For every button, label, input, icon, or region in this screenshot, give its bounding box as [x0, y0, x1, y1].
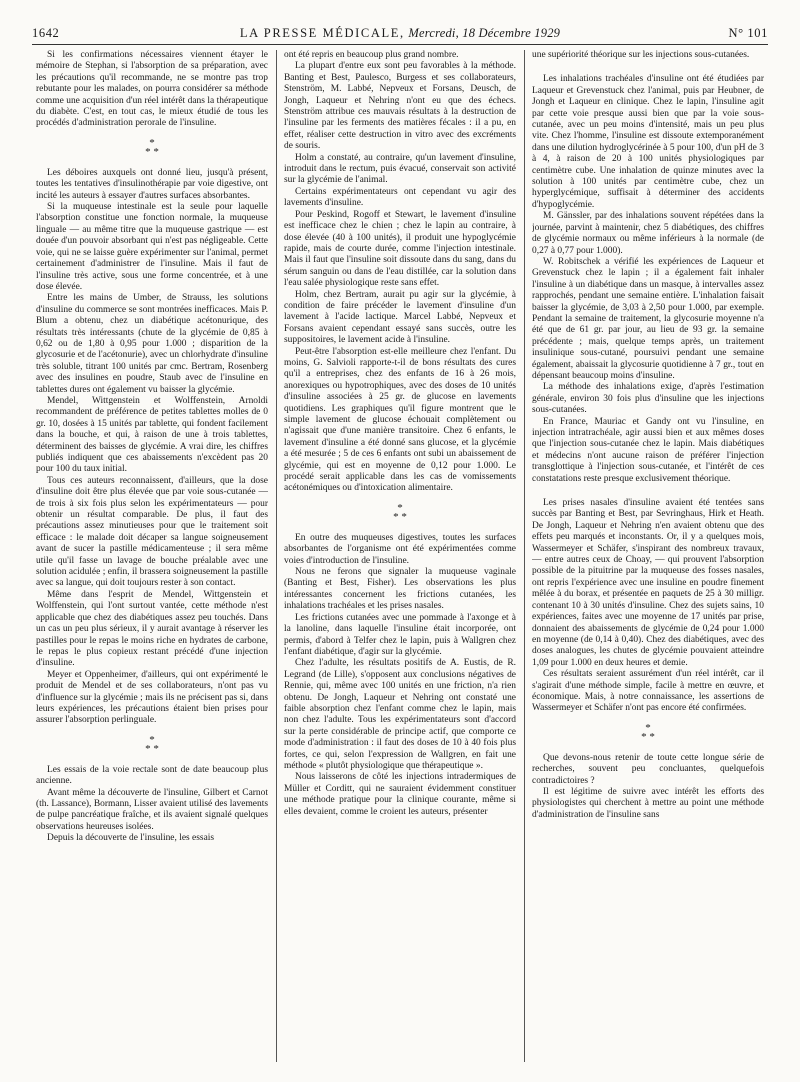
page-header: [32, 26, 768, 42]
paragraph: Holm a constaté, au contraire, qu'un lavement d'insuline, introduit dans le rectum, puis évacué, conservait son activité sur la glycémie de l'animal.: [284, 152, 516, 186]
paragraph: Chez l'adulte, les résultats positifs de A. Eustis, de R. Legrand (de Lille), s'opposent aux conclusions négatives de Rennie, qui, même avec 100 unités en une friction, n'a rien obtenu. De Jongh, Laqueur et Nehring ont constaté une faible absorption chez l'enfant comme chez le lapin, mais non chez l'adulte. Tous les expérimentateurs sont d'accord sur la perte considérable de principe actif, que comporte ce mode d'administration : il faut des doses de 10 à 40 fois plus fortes, ce qui, selon l'expression de Wallgren, en fait une méthode « plutôt physiologique que thérapeutique ».: [284, 658, 516, 771]
text-column-2: [284, 50, 516, 1064]
paragraph: Depuis la découverte de l'insuline, les essais: [47, 833, 215, 844]
section-separator-stars: * * *: [393, 501, 407, 523]
paragraph: Que devons-nous retenir de toute cette longue série de recherches, souvent peu concluantes, quelquefois contradictoires ?: [532, 752, 764, 786]
paragraph: La plupart d'entre eux sont peu favorables à la méthode. Banting et Best, Paulesco, Burgess et ses collaborateurs, Stenström, M. Labbé, Nepveux et Forsans, Deusch, de Jongh, Laqueur et Nehring n'ont eu que des échecs. Stenström attribue ces mauvais résultats à la destruction de l'insuline par les ferments des matières fécales : il a pu, en effet, réaliser cette destruction in vitro avec des excréments de souris.: [284, 61, 516, 152]
text-column-3: [532, 50, 764, 1064]
paragraph: Ces résultats seraient assurément d'un réel intérêt, car il s'agirait d'une méthode simple, facile à mettre en œuvre, et économique. Mais, à notre connaissance, les assertions de Wassermeyer et Schäfer n'ont pas encore été confirmées.: [532, 669, 764, 714]
section-separator-stars: * * *: [145, 733, 159, 755]
paragraph: Les inhalations trachéales d'insuline ont été étudiées par Laqueur et Grevenstuck chez l'animal, puis par Heubner, de Jongh et Laqueur en clinique. Chez le lapin, l'insuline agit par cette voie presque aussi bien que par la voie sous-cutanée, avec un peu moins d'intensité, mais un peu plus vite. Chez l'homme, l'insuline est dissoute extemporanément dans une dilution hydroglycérinée à 5 pour 100, d'un pH de 3 à 4, à raison de 20 à 100 unités physiologiques par centimètre cube. Une inhalation de quinze minutes avec la solution à 100 unités par centimètre cube, chez un hyperglycémique, suffisait à déterminer des accidents d'hypoglycémie.: [532, 74, 764, 210]
paragraph: Holm, chez Bertram, aurait pu agir sur la glycémie, à condition de faire précéder le lavement d'insuline d'un lavement à l'acide lactique. Marcel Labbé, Nepveux et Forsans avaient cependant essayé sans succès, outre les suppositoires, le lavement acide à l'insuline.: [284, 289, 516, 346]
issue-date: Mercredi, 18 Décembre 1929: [408, 26, 561, 40]
paragraph: Même dans l'esprit de Mendel, Wittgenstein et Wolffenstein, qui l'ont surtout vantée, cette méthode n'est applicable que chez des diabétiques assez peu touchés. Dans un cas un peu plus sérieux, il y aurait avantage à réserver les pastilles pour le repas le moins riche en hydrates de carbone, le repas le plus copieux restant précédé d'une injection d'insuline.: [36, 589, 268, 669]
paragraph: Mendel, Wittgenstein et Wolffenstein, Arnoldi recommandent de préférence de petites tablettes molles de 0 gr. 10, dosées à 15 unités par tablette, qui fondent facilement dans la bouche, et qui, à raison de une à trois tablettes, déterminent des baisses de glycémie. A vrai dire, les chiffres publiés indiquent que ces abaissements n'excèdent pas 20 pour 100 du taux initial.: [36, 395, 268, 475]
issue-number: N° 101: [728, 26, 768, 40]
paragraph: W. Robitschek a vérifié les expériences de Laqueur et Grevenstuck chez le lapin ; il a également fait inhaler l'insuline à un diabétique dans un masque, à intervalles assez rapprochés, pendant une semaine entière. L'inhalation faisait baisser la glycémie, de 3,03 à 2,50 pour 1.000, par exemple. Pendant la semaine de traitement, la glycosurie moyenne n'a été que de 61 gr. par jour, au lieu de 93 gr. la semaine précédente ; mais, quelque temps après, un traitement insulinique sous-cutané, poursuivi pendant une semaine également, abaissait la glycosurie quotidienne à 7 gr., tout en dépensant beaucoup moins d'insuline.: [532, 256, 764, 381]
paragraph: Les frictions cutanées avec une pommade à l'axonge et à la lanoline, dans laquelle l'insuline était incorporée, ont permis, d'abord à Telfer chez le lapin, puis à Wallgren chez l'enfant diabétique, d'agir sur la glycémie.: [284, 612, 516, 657]
section-separator-stars: * * *: [145, 136, 159, 158]
paragraph: Nous ne ferons que signaler la muqueuse vaginale (Banting et Best, Fisher). Les observations les plus intéressantes concernent les frictions cutanées, les inhalations trachéales et les prises nasales.: [284, 567, 516, 612]
paragraph: Les déboires auxquels ont donné lieu, jusqu'à présent, toutes les tentatives d'insulinothérapie par voie digestive, ont incité les auteurs à essayer d'autres surfaces absorbantes.: [36, 167, 268, 201]
journal-title: LA PRESSE MÉDICALE,: [239, 26, 405, 40]
paragraph: Pour Peskind, Rogoff et Stewart, le lavement d'insuline est inefficace chez le chien ; chez le lapin au contraire, à dose élevée (40 à 100 unités), il produit une hypoglycémie rapide, mais de courte durée, comme l'injection intestinale. Mais il faut que l'insuline soit dissoute dans du sang, dans du sérum sanguin ou dans de l'eau distillée, car la solution dans l'eau salée physiologique reste sans effet.: [284, 209, 516, 289]
paragraph: Les prises nasales d'insuline avaient été tentées sans succès par Banting et Best, par Sevringhaus, Hirk et Heath. De Jongh, Laqueur et Nehring n'en avaient obtenu que des effets peu marqués et inconstants. Or, il y a quelques mois, Wassermeyer et Schäfer, s'inspirant des nombreux travaux, — entre autres ceux de Choay, — qui prouvent l'absorption possible de la pituitrine par la muqueuse des fosses nasales, ont repris l'expérience avec une insuline en poudre finement mêlée à du borax, et présentée en paquets de 25 à 30 milligr. contenant 10 à 30 unités d'insuline. Chez des sujets sains, 10 expériences, faites avec une moyenne de 17 unités par prise, donnaient des abaissements de glycémie de 0,24 pour 1.000 en moyenne (de 0,14 à 0,40). Chez des diabétiques, avec des doses analogues, les chutes de glycémie pouvaient atteindre 1,09 pour 1.000 en deux heures et demie.: [532, 498, 764, 668]
paragraph: Entre les mains de Umber, de Strauss, les solutions d'insuline du commerce se sont montrées inefficaces. Mais P. Blum a obtenu, chez un diabétique acétonurique, des résultats très intéressants (chute de la glycémie de 0,85 à 0,62 ou de 1,80 à 0,95 pour 1.000 ; disparition de la glycosurie et de l'acétonurie), avec un chlorhydrate d'insuline très soluble, titrant 100 unités par cmc. Bertram, Rosenberg avec des insulines en poudre, Staub avec de l'insuline en tablettes dures ont également vu baisser la glycémie.: [36, 293, 268, 395]
column-divider: [524, 50, 525, 1062]
paragraph: Tous ces auteurs reconnaissent, d'ailleurs, que la dose d'insuline doit être plus élevée que par voie sous-cutanée — de trois à six fois plus selon les expérimentateurs — pour obtenir un résultat comparable. De plus, il faut des précautions assez minutieuses pour que le traitement soit efficace : le malade doit décaper sa langue soigneusement avant de sucer la pastille médicamenteuse ; il sera même utile qu'il fasse un lavage de bouche préalable avec une solution acidulée ; enfin, il brassera soigneusement la pastille avec sa langue, qui doit toujours rester à son contact.: [36, 475, 268, 589]
header-center: [32, 26, 768, 41]
paragraph: Certains expérimentateurs ont cependant vu agir des lavements d'insuline.: [284, 186, 516, 209]
paragraph: ont été repris en beaucoup plus grand nombre.: [284, 50, 459, 60]
paragraph: En outre des muqueuses digestives, toutes les surfaces absorbantes de l'organisme ont été expérimentées comme voies d'introduction de l'insuline.: [284, 532, 516, 566]
paragraph: M. Gänssler, par des inhalations souvent répétées dans la journée, parvint à maintenir, chez 5 diabétiques, des chiffres de glycémie normaux ou même inférieurs à la normale (de 0,27 à 0,77 pour 1.000).: [532, 211, 764, 256]
paragraph: Meyer et Oppenheimer, d'ailleurs, qui ont expérimenté le produit de Mendel et de ses collaborateurs, n'ont pas vu d'influence sur la glycémie ; mais ils ne précisent pas si, dans leurs expériences, les précautions étaient bien prises pour assurer l'absorption perlinguale.: [36, 669, 268, 726]
header-rule: [32, 44, 768, 45]
paragraph: La méthode des inhalations exige, d'après l'estimation générale, environ 30 fois plus d'insuline que les injections sous-cutanées.: [532, 382, 764, 416]
page-number: 1642: [32, 26, 60, 40]
paragraph: Les essais de la voie rectale sont de date beaucoup plus ancienne.: [36, 764, 268, 787]
paragraph: une supériorité théorique sur les injections sous-cutanées.: [532, 50, 750, 60]
paragraph: Si les confirmations nécessaires viennent étayer le mémoire de Stephan, si l'absorption de sa préparation, avec les précautions qu'il recommande, ne se montre pas trop rebutante pour les malades, on pourra considérer sa méthode comme une acquisition d'un réel intérêt dans la thérapeutique du diabète. C'est, en tout cas, le mieux étudié de tous les procédés d'administration perorale de l'insuline.: [36, 50, 268, 129]
section-separator-stars: * * *: [641, 721, 655, 743]
paragraph: Peut-être l'absorption est-elle meilleure chez l'enfant. Du moins, G. Salvioli rapporte-t-il de bons résultats des cures qu'il a entreprises, chez des enfants de 16 à 26 mois, anorexiques ou hypotrophiques, avec des doses de 10 unités d'insuline associées à 25 gr. de glucose en lavements quotidiens. Les graphiques qu'il figure montrent que le simple lavement de glucose échouait complètement ou n'agissait que d'une manière transitoire. Chez 6 enfants, le lavement d'insuline a été donné sans glucose, et la glycémie a été mesurée ; 5 de ces 6 enfants ont subi un abaissement de glycémie, qui est en moyenne de 0,12 pour 1.000. Le procédé serait applicable dans les cas de vomissements acétonémiques ou d'intoxication alimentaire.: [284, 346, 516, 494]
paragraph: Si la muqueuse intestinale est la seule pour laquelle l'absorption constitue une fonction normale, la muqueuse linguale — au même titre que la muqueuse gastrique — est douée d'un pouvoir absorbant qui n'est pas négligeable. Cette voie, qui ne se laisse guère expérimenter sur l'animal, permet certainement d'administrer de l'insuline. Mais il faut de l'insuline très active, sous une forme concentrée, et à une dose élevée.: [36, 202, 268, 292]
paragraph: Il est légitime de suivre avec intérêt les efforts des physiologistes qui cherchent à mettre au point une méthode d'administration de l'insuline sans: [532, 786, 764, 820]
paragraph: En France, Mauriac et Gandy ont vu l'insuline, en injection intratrachéale, agir aussi bien et aux mêmes doses que l'injection sous-cutanée chez le lapin. Mais diabétiques et médecins n'ont aucune raison de préférer l'injection transglottique à l'injection sous-cutanée, et l'intérêt de ces constatations reste presque exclusivement théorique.: [532, 416, 764, 484]
paragraph: Avant même la découverte de l'insuline, Gilbert et Carnot (th. Lassance), Bormann, Lisser avaient utilisé des lavements de pulpe pancréatique fraîche, et ils avaient signalé quelques observations heureuses isolées.: [36, 787, 268, 832]
text-column-1: [36, 50, 268, 1064]
paragraph: Nous laisserons de côté les injections intradermiques de Müller et Corditt, qui ne sauraient évidemment constituer une méthode pratique pour la clinique courante, même si elles devaient, comme le croient les auteurs, présenter: [284, 772, 516, 817]
column-divider: [276, 50, 277, 1062]
